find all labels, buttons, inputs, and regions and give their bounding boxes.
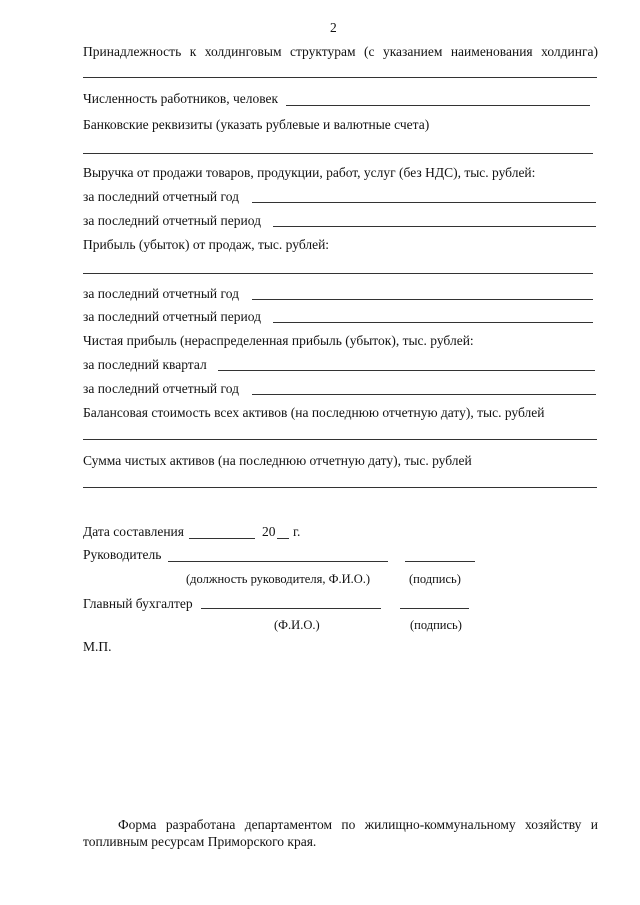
date-year-suffix: г.	[293, 524, 301, 539]
assets-label: Балансовая стоимость всех активов (на последнюю отчетную дату), тыс. рублей	[83, 405, 545, 420]
accountant-name-field[interactable]	[201, 608, 381, 609]
director-name-caption: (должность руководителя, Ф.И.О.)	[186, 572, 371, 586]
revenue-label: Выручка от продажи товаров, продукции, работ, услуг (без НДС), тыс. рублей:	[83, 165, 536, 180]
date-year-field[interactable]	[277, 538, 289, 539]
profit-last-period-label: за последний отчетный период	[83, 309, 261, 324]
net-profit-last-quarter-label: за последний квартал	[83, 357, 207, 372]
accountant-signature-caption: (подпись)	[410, 618, 462, 632]
bank-label: Банковские реквизиты (указать рублевые и валютные счета)	[83, 117, 430, 132]
accountant-name-caption: (Ф.И.О.)	[274, 618, 320, 632]
accountant-signature-field[interactable]	[400, 608, 469, 609]
holding-label: Принадлежность к холдинговым структурам (с указанием наименования холдинга)	[83, 44, 598, 59]
profit-last-year-field[interactable]	[252, 299, 593, 300]
employees-label: Численность работников, человек	[83, 91, 279, 106]
director-signature-caption: (подпись)	[409, 572, 461, 586]
accountant-label: Главный бухгалтер	[83, 596, 193, 611]
footer-line-2: топливным ресурсам Приморского края.	[83, 834, 317, 849]
net-profit-last-year-label: за последний отчетный год	[83, 381, 239, 396]
profit-label: Прибыль (убыток) от продаж, тыс. рублей:	[83, 237, 330, 252]
net-assets-field[interactable]	[83, 487, 597, 488]
revenue-last-period-label: за последний отчетный период	[83, 213, 261, 228]
revenue-last-year-label: за последний отчетный год	[83, 189, 239, 204]
profit-field[interactable]	[83, 273, 593, 274]
net-profit-last-quarter-field[interactable]	[218, 370, 595, 371]
date-day-field[interactable]	[189, 538, 255, 539]
director-name-field[interactable]	[168, 561, 388, 562]
net-assets-label: Сумма чистых активов (на последнюю отчетную дату), тыс. рублей	[83, 453, 472, 468]
director-label: Руководитель	[83, 547, 162, 562]
holding-field[interactable]	[83, 77, 597, 78]
net-profit-last-year-field[interactable]	[252, 394, 596, 395]
net-profit-label: Чистая прибыль (нераспределенная прибыль (убыток), тыс. рублей:	[83, 333, 474, 348]
revenue-last-year-field[interactable]	[252, 202, 596, 203]
page-number: 2	[330, 20, 337, 35]
assets-field[interactable]	[83, 439, 597, 440]
stamp-mark: М.П.	[83, 639, 112, 654]
revenue-last-period-field[interactable]	[273, 226, 596, 227]
date-label: Дата составления	[83, 524, 184, 539]
director-signature-field[interactable]	[405, 561, 475, 562]
bank-field[interactable]	[83, 153, 593, 154]
profit-last-period-field[interactable]	[273, 322, 593, 323]
footer-line-1: Форма разработана департаментом по жилищно-коммунальному хозяйству и	[118, 817, 598, 832]
date-year-prefix: 20	[262, 524, 276, 539]
profit-last-year-label: за последний отчетный год	[83, 286, 239, 301]
employees-field[interactable]	[286, 105, 590, 106]
